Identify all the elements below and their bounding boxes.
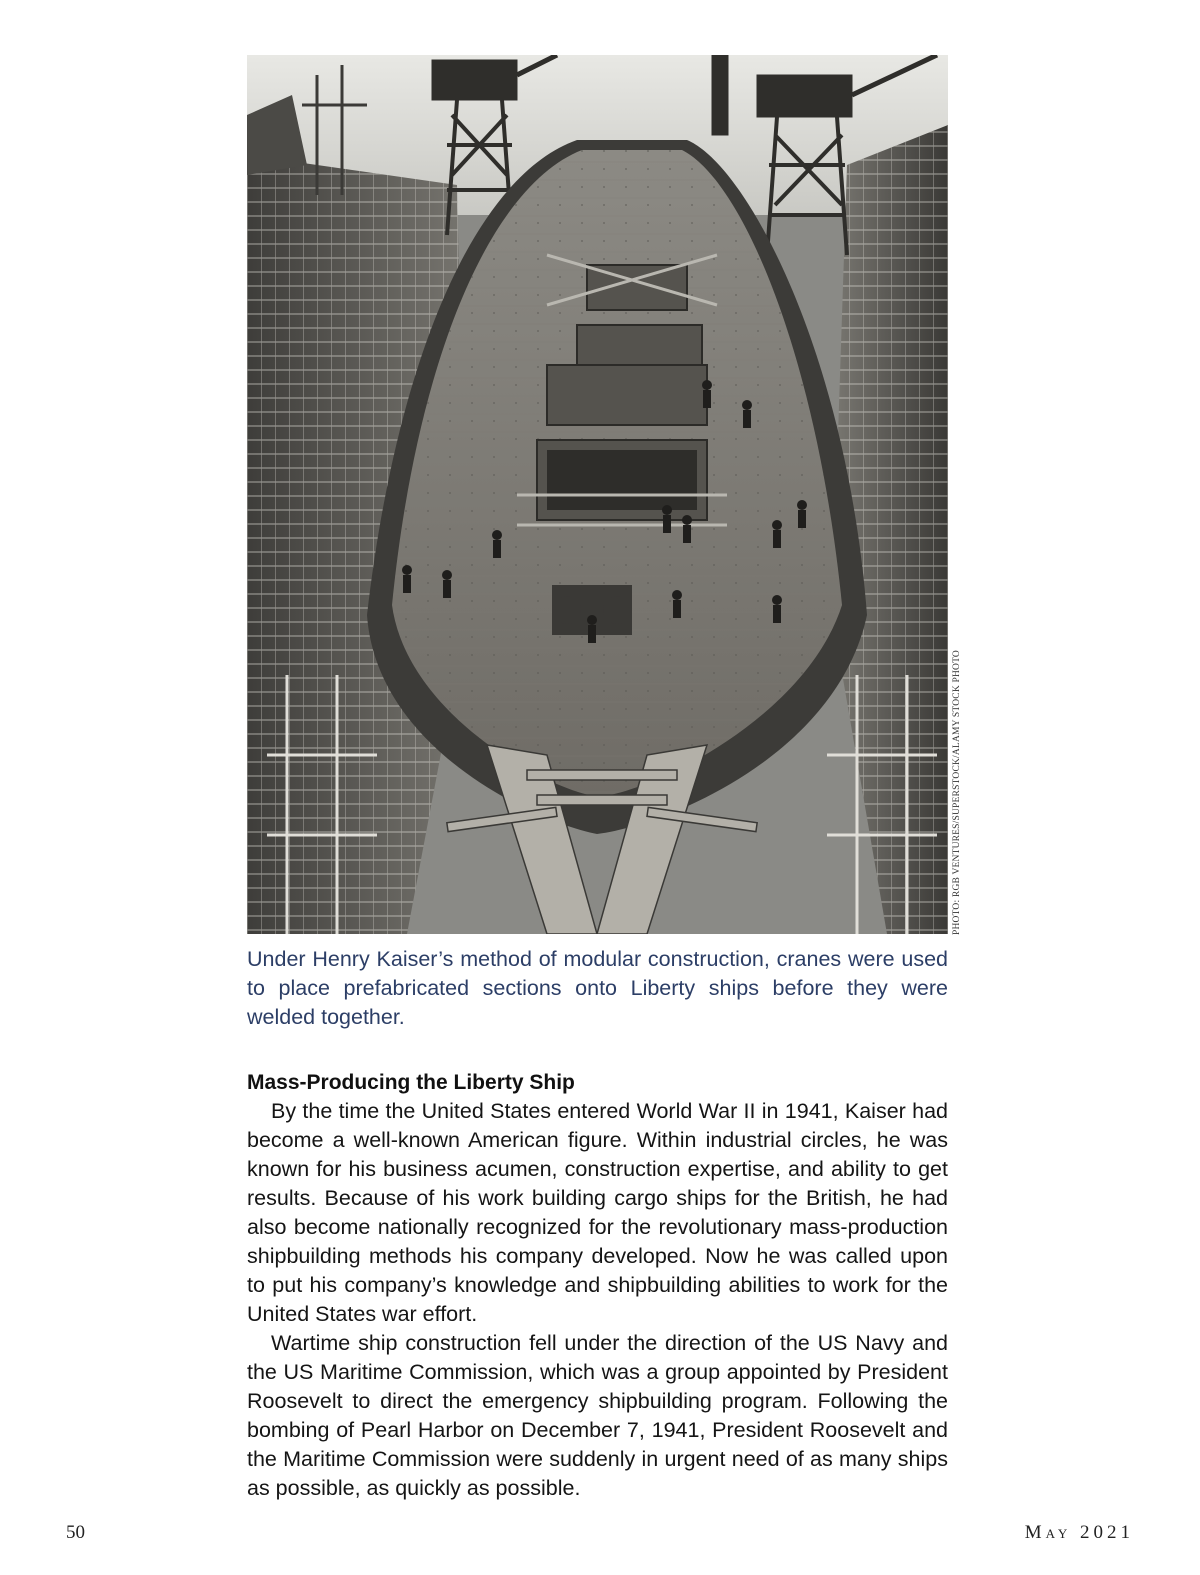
photo-illustration bbox=[247, 55, 948, 934]
issue-date: May 2021 bbox=[1024, 1522, 1134, 1543]
page-number: 50 bbox=[66, 1522, 85, 1543]
paragraph: Wartime ship construction fell under the direction of the US Navy and the US Maritime Commission, which was a group appointed by President Roosevelt to direct the emergency shipbuilding program. Following the bombing of Pearl Harbor on December 7, 1941, President Roosevelt and the Maritime Commission were suddenly in urgent need of as many ships as possible, as quickly as possible. bbox=[247, 1331, 948, 1500]
photo-credit: PHOTO: RGB VENTURES/SUPERSTOCK/ALAMY STOCK PHOTO bbox=[952, 650, 962, 935]
paragraph: By the time the United States entered World War II in 1941, Kaiser had become a well-known American figure. Within industrial circles, he was known for his business acumen, construction expertise, and ability to get results. Because of his work building cargo ships for the British, he had also become nationally recognized for the revolutionary mass-production shipbuilding methods his company developed. Now he was called upon to put his company’s knowledge and shipbuilding abilities to work for the United States war effort. bbox=[247, 1099, 948, 1326]
ship-construction-photo bbox=[247, 55, 948, 934]
section-heading: Mass-Producing the Liberty Ship bbox=[247, 1071, 575, 1094]
figure-caption: Under Henry Kaiser’s method of modular construction, cranes were used to place prefabricated sections onto Liberty ships before they were welded together. bbox=[247, 947, 948, 1029]
article-body bbox=[247, 1068, 948, 1503]
